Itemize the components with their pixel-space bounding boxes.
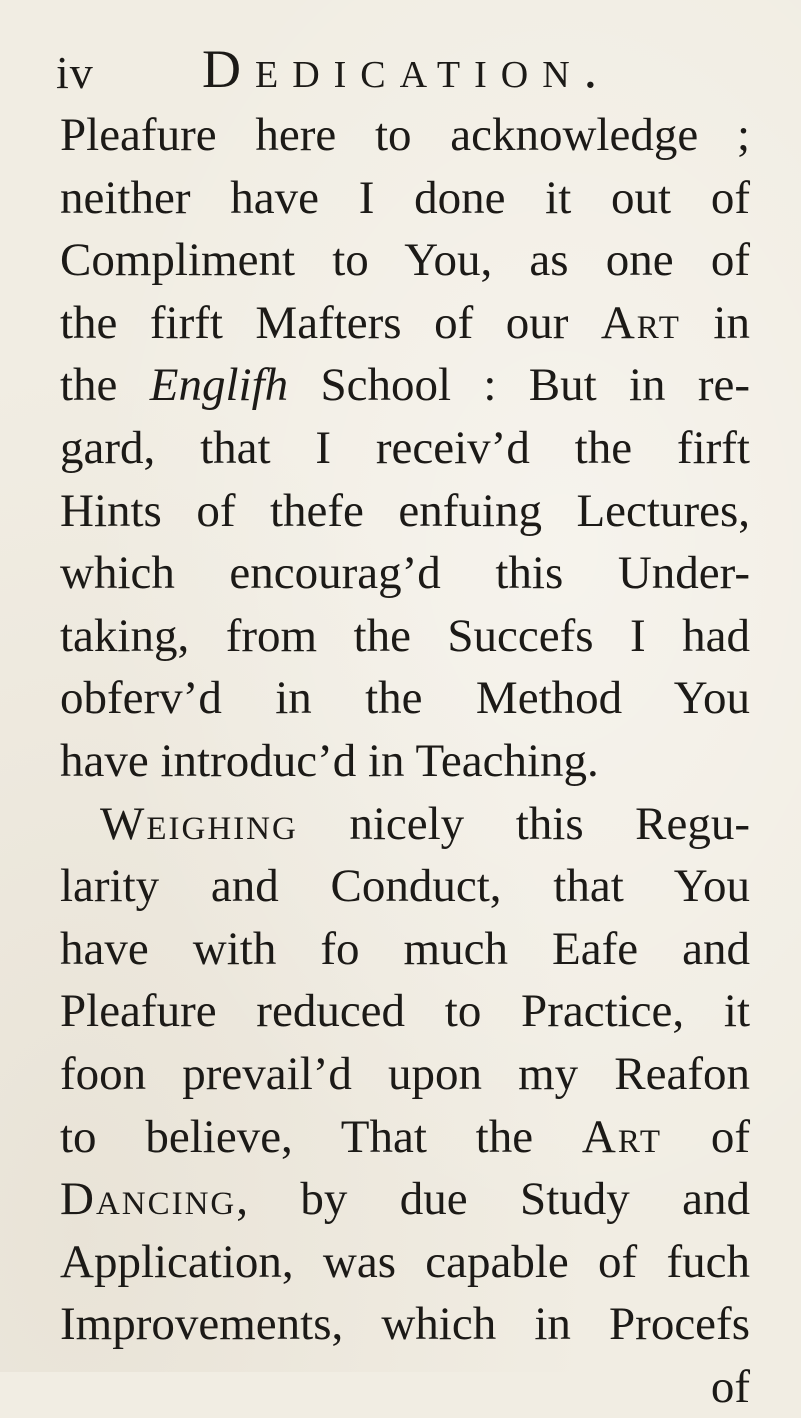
text-line: larity and Conduct, that You (60, 860, 750, 913)
text-line: foon prevail’d upon my Reafon (60, 1047, 750, 1100)
text-line: the firft Mafters of our Art in (60, 296, 750, 349)
text-line: which encourag’d this Under- (60, 547, 750, 600)
text-line: Improvements, which in Procefs (60, 1298, 750, 1351)
text-line: gard, that I receiv’d the firft (60, 421, 750, 474)
text-line: to believe, That the Art of (60, 1110, 750, 1163)
text-line: obferv’d in the Method You (60, 672, 750, 725)
page-title: Dedication. (202, 39, 612, 99)
text-line: Dancing, by due Study and (60, 1173, 750, 1226)
text-line: Pleafure here to acknowledge ; (60, 109, 750, 161)
running-head (56, 38, 756, 98)
text-line: Compliment to You, as one of (60, 234, 750, 287)
text-line: Hints of thefe enfuing Lectures, (60, 484, 750, 537)
text-line: Application, was capable of fuch (60, 1235, 750, 1288)
text-line: neither have I done it out of (60, 171, 750, 224)
text-line: taking, from the Succefs I had (60, 609, 750, 662)
page-number: iv (56, 47, 94, 98)
dedication-text (60, 104, 750, 1418)
paragraph-start-line: Weighing nicely this Regu- (100, 797, 750, 850)
catchword: of (710, 1360, 750, 1413)
text-line: have introduc’d in Teaching. (60, 734, 599, 787)
text-line: the Englifh School : But in re- (60, 359, 750, 412)
text-line: have with fo much Eafe and (60, 922, 750, 975)
text-line: Pleafure reduced to Practice, it (60, 985, 750, 1038)
